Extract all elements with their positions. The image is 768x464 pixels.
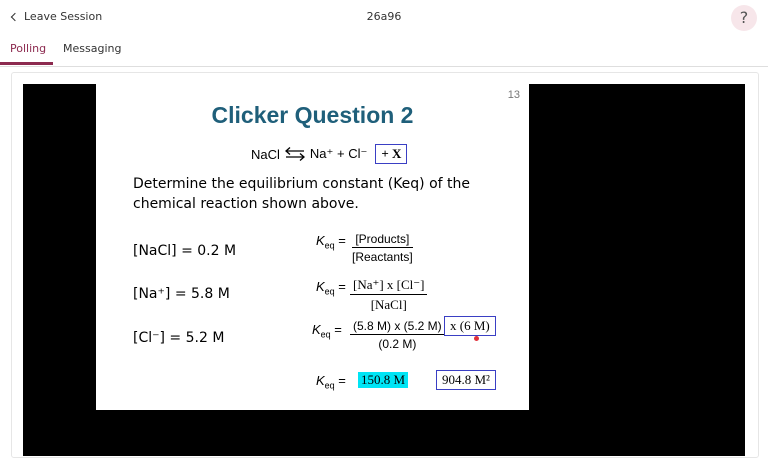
formula-substituted-numerator: (5.8 M) x (5.2 M) — [350, 319, 445, 335]
formula-specific-numerator: [Na⁺] x [Cl⁻] — [350, 277, 427, 295]
tab-polling-label: Polling — [10, 42, 47, 55]
formula-general-numerator: [Products] — [352, 232, 413, 248]
formula-general-denominator: [Reactants] — [352, 250, 413, 264]
leave-session-label: Leave Session — [24, 10, 103, 23]
leave-session-button[interactable] — [12, 10, 102, 23]
active-tab-indicator — [0, 62, 53, 65]
help-button[interactable]: ? — [731, 5, 757, 31]
reaction-annotation: + X — [375, 144, 407, 164]
tab-messaging[interactable] — [63, 42, 121, 64]
formula-specific-denominator: [NaCl] — [370, 297, 407, 312]
concentration-nacl: [NaCl] = 0.2 M — [133, 243, 237, 259]
slide-title: Clicker Question 2 — [211, 102, 414, 128]
concentration-na: [Na⁺] = 5.8 M — [133, 286, 230, 302]
formula-substituted-denominator: (0.2 M) — [378, 337, 417, 351]
keq-symbol: K — [316, 233, 325, 248]
keq-subscript: eq — [324, 380, 335, 391]
keq-symbol: K — [312, 322, 321, 337]
slide-number: 13 — [507, 89, 520, 101]
keq-answer: 904.8 M² — [436, 370, 496, 390]
session-code: 26a96 — [366, 10, 402, 23]
concentration-cl: [Cl⁻] = 5.2 M — [133, 330, 225, 346]
keq-label: $K_{eq}$ = — [316, 279, 346, 297]
keq-symbol: K — [316, 373, 325, 388]
products: Na⁺ + Cl⁻ — [309, 146, 368, 161]
keq-subscript: eq — [320, 329, 331, 340]
keq-label: $K_{eq}$ = — [316, 373, 346, 391]
reaction-equation — [251, 144, 407, 164]
chevron-left-icon — [11, 12, 19, 20]
keq-result: 150.8 M — [358, 372, 408, 388]
multiplier-annotation: x (6 M) — [444, 316, 496, 336]
keq-label: $K_{eq}$ = — [316, 233, 346, 251]
presentation-slide — [96, 84, 529, 410]
formula-substituted — [350, 319, 445, 351]
keq-label: $K_{eq}$ = — [312, 322, 342, 340]
keq-symbol: K — [316, 279, 325, 294]
equilibrium-arrows-icon — [284, 147, 306, 161]
tab-polling[interactable] — [10, 42, 46, 64]
annotation-dot — [474, 336, 479, 341]
tab-messaging-label: Messaging — [63, 42, 122, 55]
keq-subscript: eq — [324, 240, 335, 251]
tab-bar — [0, 38, 768, 67]
top-bar — [0, 0, 768, 36]
question-prompt: Determine the equilibrium constant (Keq) of the chemical reaction shown above. — [133, 176, 471, 212]
formula-specific — [350, 277, 427, 313]
keq-subscript: eq — [324, 286, 335, 297]
formula-general — [352, 232, 413, 264]
reactant: NaCl — [251, 146, 280, 162]
